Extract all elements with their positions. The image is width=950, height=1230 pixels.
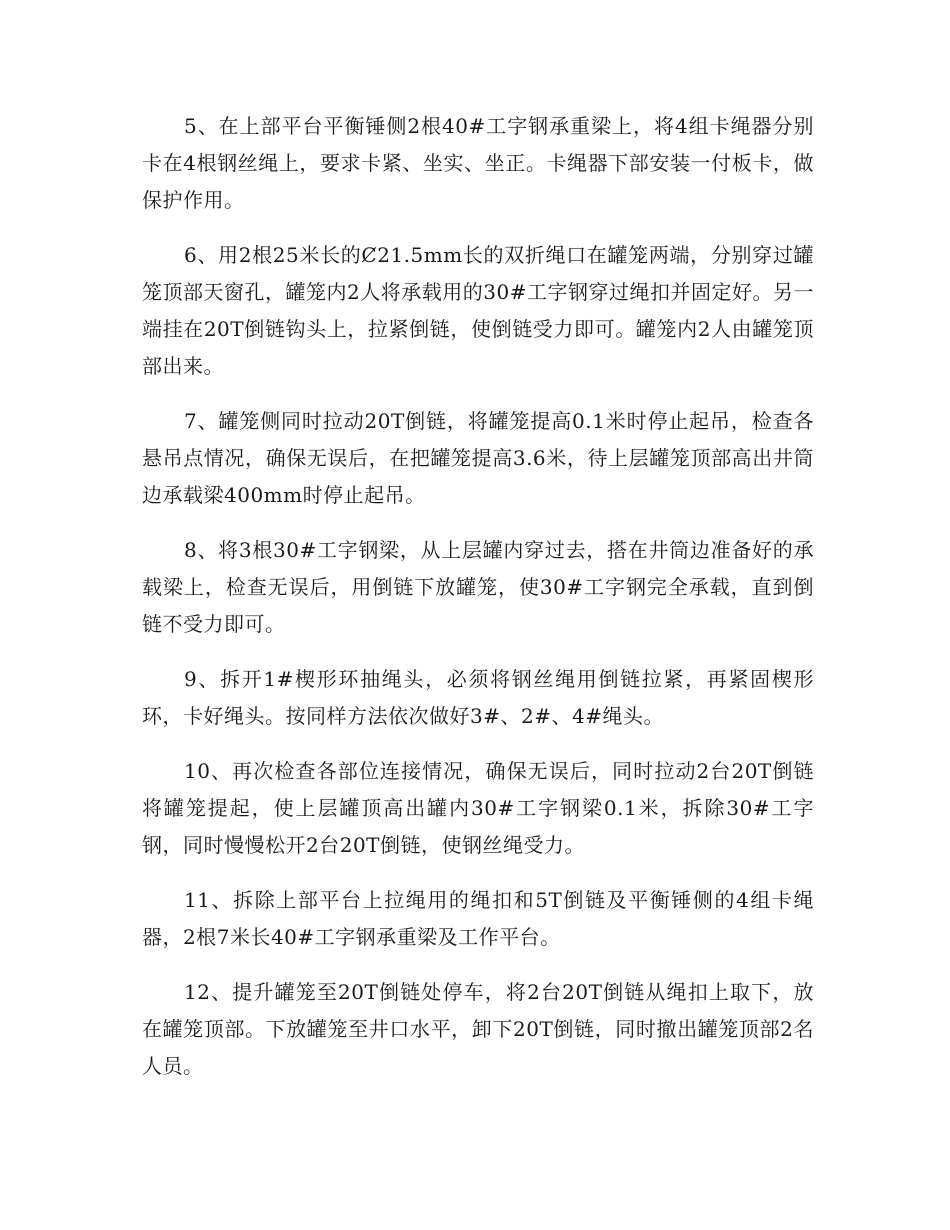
step-9-paragraph: 9、拆开1#楔形环抽绳头，必须将钢丝绳用倒链拉紧，再紧固楔形环，卡好绳头。按同样方法依次做好3#、2#、4#绳头。	[142, 667, 814, 728]
document-body	[142, 108, 814, 1103]
step-11-paragraph: 11、拆除上部平台上拉绳用的绳扣和5T倒链及平衡锤侧的4组卡绳器，2根7米长40#工字钢承重梁及工作平台。	[142, 888, 814, 949]
step-7-paragraph: 7、罐笼侧同时拉动20T倒链，将罐笼提高0.1米时停止起吊，检查各悬吊点情况，确保无误后，在把罐笼提高3.6米，待上层罐笼顶部高出井筒边承载梁400mm时停止起吊。	[142, 409, 814, 507]
step-6-paragraph: 6、用2根25米长的Ȼ21.5mm长的双折绳口在罐笼两端，分别穿过罐笼顶部天窗孔，罐笼内2人将承载用的30#工字钢穿过绳扣并固定好。另一端挂在20T倒链钩头上，拉紧倒链，使倒链受力即可。罐笼内2人由罐笼顶部出来。	[142, 243, 814, 378]
step-5-paragraph: 5、在上部平台平衡锤侧2根40#工字钢承重梁上，将4组卡绳器分别卡在4根钢丝绳上，要求卡紧、坐实、坐正。卡绳器下部安装一付板卡，做保护作用。	[142, 114, 814, 212]
step-10-paragraph: 10、再次检查各部位连接情况，确保无误后，同时拉动2台20T倒链将罐笼提起，使上层罐顶高出罐内30#工字钢梁0.1米，拆除30#工字钢，同时慢慢松开2台20T倒链，使钢丝绳受力。	[142, 759, 814, 857]
step-12-paragraph: 12、提升罐笼至20T倒链处停车，将2台20T倒链从绳扣上取下，放在罐笼顶部。下放罐笼至井口水平，卸下20T倒链，同时撤出罐笼顶部2名人员。	[142, 980, 814, 1078]
step-8-paragraph: 8、将3根30#工字钢梁，从上层罐内穿过去，搭在井筒边准备好的承载梁上，检查无误后，用倒链下放罐笼，使30#工字钢完全承载，直到倒链不受力即可。	[142, 538, 814, 636]
